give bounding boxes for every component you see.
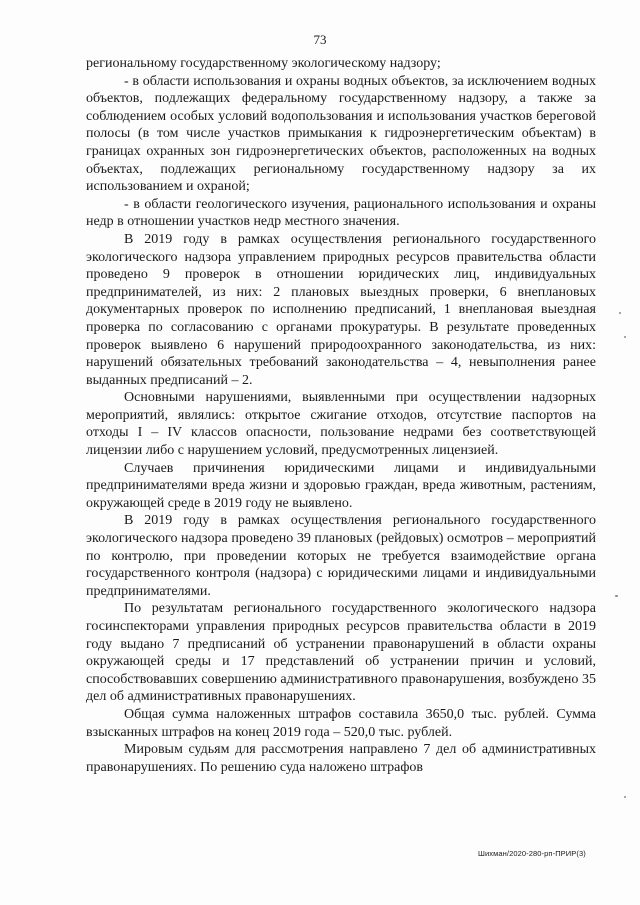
scan-artifact xyxy=(619,312,621,314)
paragraph: Случаев причинения юридическими лицами и индивидуальными предпринимателями вреда жизни и здоровью граждан, вреда животным, растениям, окружающей среде в 2019 году не выявлено. xyxy=(86,460,596,511)
paragraph: региональному государственному экологическому надзору; xyxy=(86,56,441,71)
paragraph: Общая сумма наложенных штрафов составила 3650,0 тыс. рублей. Сумма взысканных штрафов на конец 2019 года – 520,0 тыс. рублей. xyxy=(86,706,596,740)
document-code: Шихман/2020-280-рп-ПРИР(3) xyxy=(478,849,586,858)
page-number: 73 xyxy=(313,32,327,47)
scan-artifact xyxy=(624,796,626,798)
paragraph: - в области геологического изучения, рационального использования и охраны недр в отношении участков недр местного значения. xyxy=(86,196,596,230)
paragraph: В 2019 году в рамках осуществления регионального государственного экологического надзора управлением природных ресурсов правительства области проведено 9 проверок в отношении юридических лиц, индивидуальных предпринимателей, из них: 2 плановых выездных проверки, 6 внеплановых документарных проверок по исполнению предписаний, 1 внеплановая выездная проверка по согласованию с органами прокуратуры. В результате проведенных проверок выявлено 6 нарушений природоохранного законодательства, из них: нарушений обязательных требований законодательства – 4, невыполнения ранее выданных предписаний – 2. xyxy=(86,231,596,388)
paragraph: По результатам регионального государственного экологического надзора госинспекторами управления природных ресурсов правительства области в 2019 году выдано 7 предписаний об устранении правонарушений в области охраны окружающей среды и 17 представлений об устранении причин и условий, способствовавших совершению административного правонарушения, возбуждено 35 дел об административных правонарушениях. xyxy=(86,601,596,705)
paragraph: - в области использования и охраны водных объектов, за исключением водных объектов, подлежащих федеральному государственному надзору, а также за соблюдением особых условий водопользования и использования участков береговой полосы (в том числе участков примыкания к гидроэнергетическим объектам) в границах охранных зон гидроэнергетических объектов, расположенных на водных объектах, подлежащих региональному государственному надзору за их использованием и охраной; xyxy=(86,73,596,195)
scan-artifact xyxy=(624,336,626,338)
paragraph: В 2019 году в рамках осуществления регионального государственного экологического надзора проведено 39 плановых (рейдовых) осмотров – мероприятий по контролю, при проведении которых не требуется взаимодействие органа государственного контроля (надзора) с юридическими лицами и индивидуальными предпринимателями. xyxy=(86,513,596,599)
paragraph: Мировым судьям для рассмотрения направлено 7 дел об административных правонарушениях. По решению суда наложено штрафов xyxy=(86,742,596,775)
scan-artifact xyxy=(615,595,618,597)
body-text xyxy=(86,55,596,776)
paragraph: Основными нарушениями, выявленными при осуществлении надзорных мероприятий, являлись: открытое сжигание отходов, отсутствие паспортов на отходы I – IV классов опасности, пользование недрами без соответствующей лицензии либо с нарушением условий, предусмотренных лицензией. xyxy=(86,390,596,459)
